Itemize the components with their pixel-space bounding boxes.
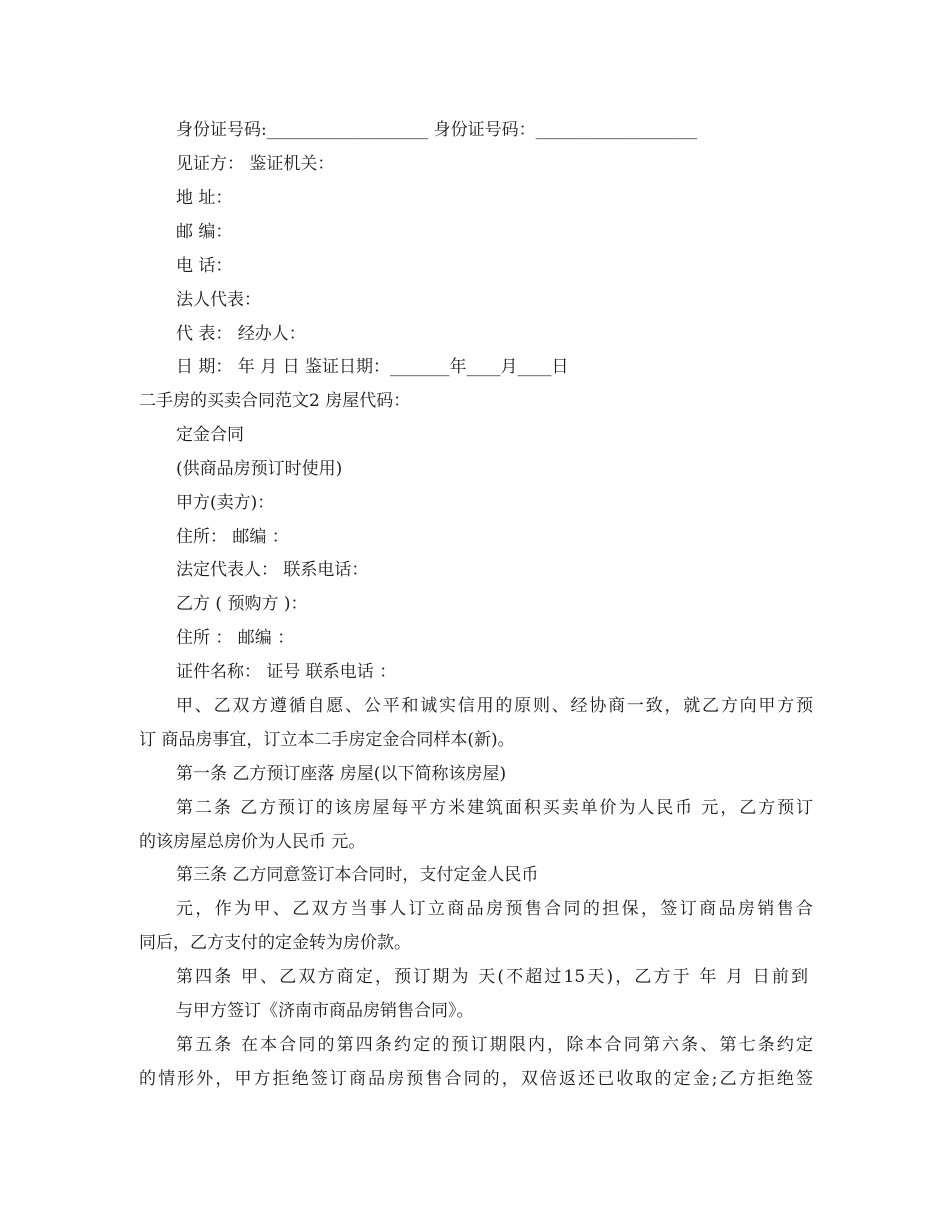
article-3-line-2: 元，作为甲、乙双方当事人订立商品房预售合同的担保，签订商品房销售合: [176, 899, 813, 919]
article-3-line-1: 第三条 乙方同意签订本合同时，支付定金人民币: [176, 865, 539, 885]
legal-rep-line: 法人代表：: [176, 290, 261, 310]
article-2-line-1: 第二条 乙方预订的该房屋每平方米建筑面积买卖单价为人民币 元，乙方预订: [176, 798, 813, 818]
article-1-line: 第一条 乙方预订座落 房屋(以下简称该房屋): [176, 764, 507, 784]
party-b-id-line: 证件名称： 证号 联系电话 ：: [176, 662, 397, 682]
party-b-address-line: 住所 ： 邮编 ：: [176, 628, 295, 648]
article-4-line-2: 与甲方签订《济南市商品房销售合同》。: [176, 1001, 474, 1021]
party-a-line: 甲方(卖方)：: [176, 493, 275, 513]
address-line: 地 址：: [176, 188, 233, 208]
party-b-line: 乙方 ( 预购方 )：: [176, 594, 308, 614]
section-heading: 二手房的买卖合同范文2 房屋代码：: [139, 391, 411, 411]
party-a-legal-rep-line: 法定代表人： 联系电话：: [176, 560, 369, 580]
party-a-address-line: 住所： 邮编 ：: [176, 527, 289, 547]
paragraph-intro-line-1: 甲、乙双方遵循自愿、公平和诚实信用的原则、经协商一致，就乙方向甲方预: [176, 696, 813, 716]
postcode-line: 邮 编：: [176, 222, 233, 242]
paragraph-intro-line-2: 订 商品房事宜，订立本二手房定金合同样本(新)。: [139, 730, 515, 750]
article-3-line-3: 同后，乙方支付的定金转为房价款。: [139, 933, 411, 953]
witness-line: 见证方： 鉴证机关：: [176, 154, 335, 174]
id-number-line: 身份证号码:___________________ 身份证号码：___________________: [176, 120, 698, 140]
article-5-line-1: 第五条 在本合同的第四条约定的预订期限内，除本合同第六条、第七条约定: [176, 1035, 813, 1055]
article-2-line-2: 的该房屋总房价为人民币 元。: [139, 832, 366, 852]
date-line: 日 期： 年 月 日 鉴证日期：_______年____月____日: [176, 357, 569, 377]
contract-title: 定金合同: [176, 425, 244, 445]
contract-subtitle: (供商品房预订时使用): [176, 459, 343, 479]
article-5-line-2: 的情形外，甲方拒绝签订商品房预售合同的，双倍返还已收取的定金;乙方拒绝签: [139, 1069, 813, 1089]
phone-line: 电 话：: [176, 256, 233, 276]
article-4-line-1: 第四条 甲、乙双方商定，预订期为 天(不超过15天)，乙方于 年 月 日前到: [176, 967, 808, 987]
representative-line: 代 表： 经办人：: [176, 324, 306, 344]
